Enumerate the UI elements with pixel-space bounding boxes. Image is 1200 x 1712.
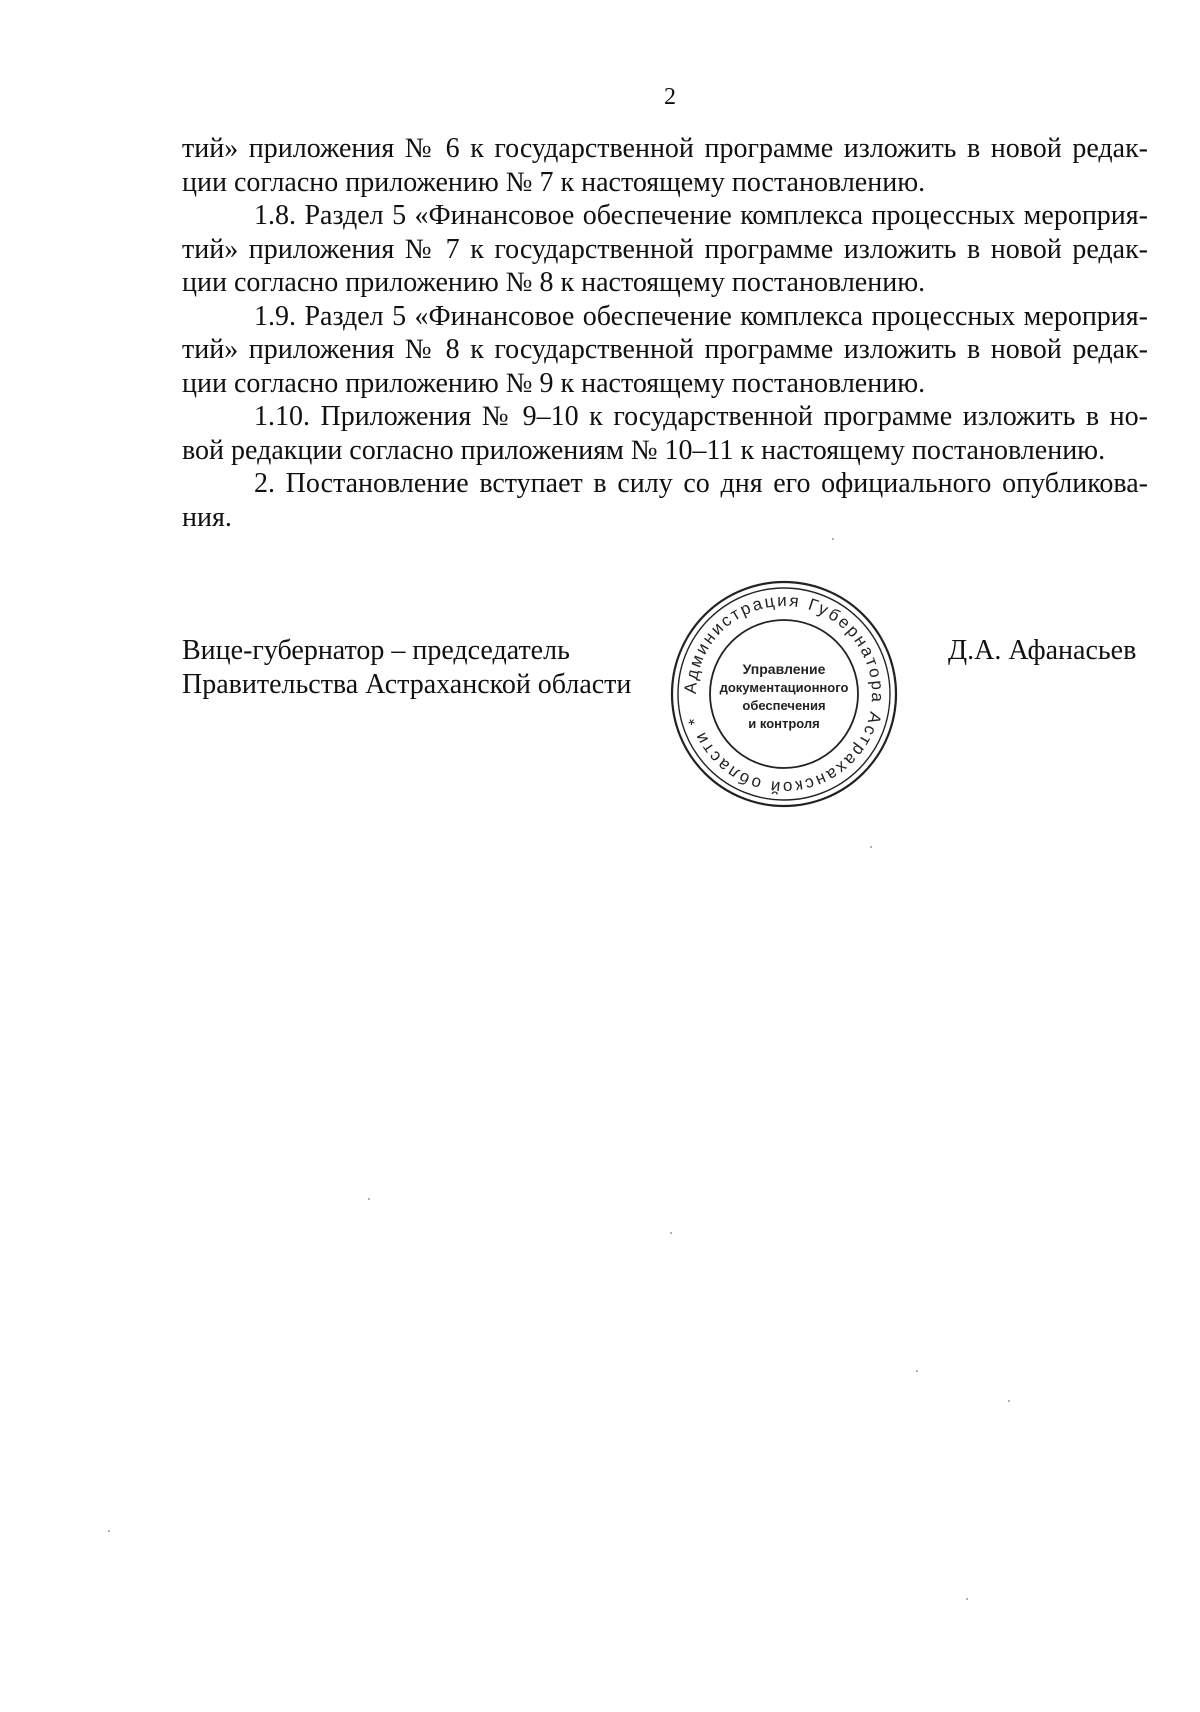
body-text-line: ции согласно приложению № 9 к настоящему постановлению. xyxy=(182,367,926,399)
seal-inner-line-1: Управление xyxy=(742,661,826,677)
body-text-line: вой редакции согласно приложениям № 10–11 к настоящему постановлению. xyxy=(182,434,1106,466)
scan-speck xyxy=(670,1232,672,1234)
body-text-line: ния. xyxy=(182,501,232,533)
body-text-line: 1.9. Раздел 5 «Финансовое обеспечение комплекса процессных мероприя- xyxy=(254,300,1148,332)
signatory-position-line-1: Вице-губернатор – председатель xyxy=(182,635,570,666)
scan-speck xyxy=(368,1198,370,1200)
scan-speck xyxy=(870,846,872,848)
body-text-line: ции согласно приложению № 7 к настоящему постановлению. xyxy=(182,166,926,198)
body-text-line: 1.8. Раздел 5 «Финансовое обеспечение комплекса процессных мероприя- xyxy=(254,200,1148,231)
scan-speck xyxy=(832,538,834,540)
signatory-position xyxy=(182,634,631,701)
official-seal xyxy=(668,578,900,810)
body-text-line: 2. Постановление вступает в силу со дня его официального опубликова- xyxy=(254,468,1148,499)
body-text-line: тий» приложения № 6 к государственной программе изложить в новой редак- xyxy=(182,133,1148,164)
document-body xyxy=(182,132,1148,534)
body-text-line: ции согласно приложению № 8 к настоящему постановлению. xyxy=(182,267,926,298)
seal-outer-text: Администрация Губернатора Астраханской области * xyxy=(680,590,888,798)
page-number: 2 xyxy=(664,84,676,110)
body-text-line: 1.10. Приложения № 9–10 к государственной программе изложить в но- xyxy=(254,401,1148,432)
body-text-line: тий» приложения № 8 к государственной программе изложить в новой редак- xyxy=(182,334,1148,365)
signatory-position-line-2: Правительства Астраханской области xyxy=(182,668,632,700)
scan-speck xyxy=(916,1370,918,1372)
seal-inner-line-2: документационного xyxy=(719,680,849,695)
scan-speck xyxy=(966,1598,968,1600)
seal-inner-line-4: и контроля xyxy=(748,716,820,731)
scan-speck xyxy=(108,1530,110,1532)
signatory-name: Д.А. Афанасьев xyxy=(948,635,1137,666)
body-text-line: тий» приложения № 7 к государственной программе изложить в новой редак- xyxy=(182,233,1148,265)
scan-speck xyxy=(1008,1400,1010,1402)
seal-inner-line-3: обеспечения xyxy=(742,698,826,713)
